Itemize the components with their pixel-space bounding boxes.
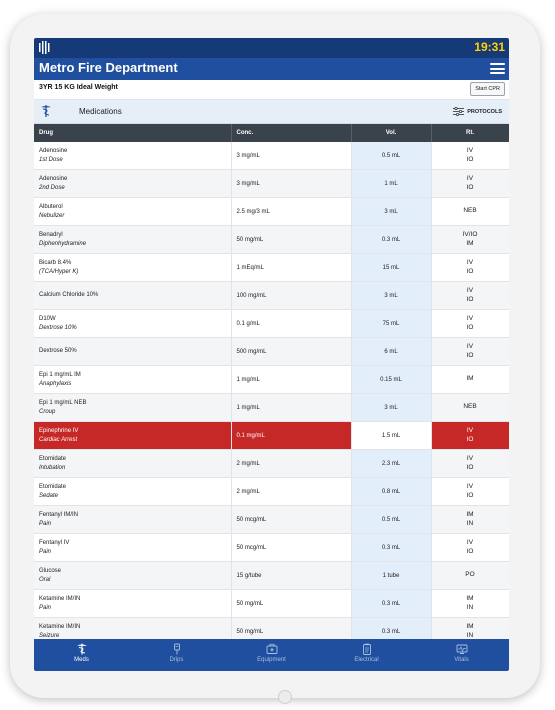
drug-cell: [34, 226, 231, 254]
hamburger-menu-icon[interactable]: [490, 63, 505, 74]
caduceus-icon: [40, 104, 52, 118]
drug-name: Adenosine: [39, 147, 68, 154]
route-cell: [431, 534, 509, 562]
route-primary: PO: [465, 571, 475, 579]
column-header-route: Rt.: [431, 124, 509, 142]
status-bar: [34, 38, 509, 58]
monitor-icon: [456, 643, 468, 655]
route-secondary: IO: [466, 547, 474, 555]
protocols-button[interactable]: [453, 107, 502, 116]
drug-name: Benadryl: [39, 231, 63, 238]
table-row[interactable]: [34, 170, 509, 198]
drug-name: Ketamine IM/IN: [39, 623, 81, 630]
tab-vitals-label: Vitals: [454, 657, 469, 663]
route-primary: NEB: [463, 207, 477, 215]
table-row[interactable]: [34, 254, 509, 282]
drug-indication: 2nd Dose: [39, 184, 65, 191]
route-secondary: IO: [466, 491, 474, 499]
route-secondary: IN: [466, 603, 474, 611]
route-cell: [431, 506, 509, 534]
drug-name: Albuterol: [39, 203, 63, 210]
tab-electrical[interactable]: [319, 639, 414, 671]
column-header-conc: Conc.: [231, 124, 351, 142]
caduceus-icon: [76, 643, 88, 655]
volume-cell: 0.8 mL: [351, 478, 431, 506]
drug-name: Epi 1 mg/mL IM: [39, 371, 81, 378]
concentration-cell: 50 mg/mL: [231, 226, 351, 254]
volume-cell: 1.5 mL: [351, 422, 431, 450]
route-cell: [431, 226, 509, 254]
route-secondary: IN: [466, 519, 474, 527]
route-primary: IV: [466, 315, 474, 322]
route-cell: [431, 422, 509, 450]
drug-indication: Pain: [39, 520, 52, 527]
route-cell: [431, 590, 509, 618]
route-cell: [431, 254, 509, 282]
drug-cell: [34, 478, 231, 506]
drug-indication: Diphenhydramine: [39, 240, 87, 247]
route-secondary: IM: [466, 239, 474, 247]
route-primary: IV: [466, 287, 474, 294]
column-header-vol: Vol.: [351, 124, 431, 142]
route-cell: [431, 282, 509, 310]
tab-electrical-label: Electrical: [354, 657, 379, 663]
route-primary: IM: [466, 595, 474, 602]
volume-cell: 75 mL: [351, 310, 431, 338]
table-row[interactable]: [34, 310, 509, 338]
volume-cell: 1 mL: [351, 170, 431, 198]
drug-cell: [34, 394, 231, 422]
volume-cell: 0.15 mL: [351, 366, 431, 394]
drug-cell: [34, 534, 231, 562]
drug-cell: [34, 366, 231, 394]
route-cell: [431, 366, 509, 394]
table-row[interactable]: [34, 422, 509, 450]
volume-cell: 0.5 mL: [351, 506, 431, 534]
table-row[interactable]: [34, 450, 509, 478]
drug-cell: [34, 422, 231, 450]
tab-equipment[interactable]: [224, 639, 319, 671]
patient-weight-info: 3YR 15 KG Ideal Weight: [39, 84, 118, 91]
route-cell: [431, 338, 509, 366]
route-secondary: IO: [466, 155, 474, 163]
table-row[interactable]: [34, 506, 509, 534]
route-secondary: IO: [466, 351, 474, 359]
drug-name: Adenosine: [39, 175, 68, 182]
concentration-cell: 3 mg/mL: [231, 170, 351, 198]
route-cell: [431, 394, 509, 422]
app-bar: [34, 58, 509, 80]
tab-drips-label: Drips: [169, 657, 184, 663]
drug-name: Epi 1 mg/mL NEB: [39, 399, 87, 406]
drug-cell: [34, 282, 231, 310]
drug-name: Etomidate: [39, 483, 67, 490]
route-primary: IM: [466, 375, 474, 383]
concentration-cell: 50 mg/mL: [231, 618, 351, 646]
route-cell: [431, 310, 509, 338]
bottom-tab-bar: [34, 639, 509, 671]
route-secondary: IO: [466, 295, 474, 303]
route-primary: IV: [466, 455, 474, 462]
drug-indication: Dextrose 10%: [39, 324, 77, 331]
volume-cell: 6 mL: [351, 338, 431, 366]
table-row[interactable]: [34, 142, 509, 170]
table-row[interactable]: [34, 282, 509, 310]
section-title: Medications: [79, 107, 122, 116]
app-logo-icon: [38, 40, 52, 55]
drug-name: Fentanyl IV: [39, 539, 70, 546]
table-row[interactable]: [34, 366, 509, 394]
route-primary: IV: [466, 175, 474, 182]
route-primary: IV/IO: [462, 231, 478, 238]
route-primary: IM: [466, 623, 474, 630]
route-secondary: IO: [466, 183, 474, 191]
clock: 19:31: [474, 40, 505, 54]
drug-cell: [34, 142, 231, 170]
concentration-cell: 2 mg/mL: [231, 478, 351, 506]
route-cell: [431, 450, 509, 478]
tab-vitals[interactable]: [414, 639, 509, 671]
drug-cell: [34, 310, 231, 338]
table-row[interactable]: [34, 338, 509, 366]
concentration-cell: 15 g/tube: [231, 562, 351, 590]
route-primary: IV: [466, 147, 474, 154]
route-secondary: IO: [466, 435, 474, 443]
drug-indication: (TCA/Hyper K): [39, 268, 79, 275]
concentration-cell: 50 mcg/mL: [231, 534, 351, 562]
drug-cell: [34, 590, 231, 618]
tab-meds[interactable]: [34, 639, 129, 671]
sliders-icon: [453, 107, 464, 116]
drug-name: Bicarb 8.4%: [39, 259, 72, 266]
volume-cell: 3 mL: [351, 394, 431, 422]
home-button[interactable]: [278, 690, 292, 704]
table-row[interactable]: [34, 562, 509, 590]
route-cell: [431, 198, 509, 226]
drug-name: Epinephrine IV: [39, 427, 79, 434]
iv-bag-icon: [171, 643, 183, 655]
route-primary: IV: [466, 259, 474, 266]
volume-cell: 1 tube: [351, 562, 431, 590]
table-row[interactable]: [34, 198, 509, 226]
concentration-cell: 100 mg/mL: [231, 282, 351, 310]
route-secondary: IN: [466, 631, 474, 639]
route-secondary: IO: [466, 323, 474, 331]
drug-cell: [34, 450, 231, 478]
app-screen: [34, 38, 509, 671]
drug-name: Glucose: [39, 567, 62, 574]
volume-cell: 0.3 mL: [351, 226, 431, 254]
volume-cell: 3 mL: [351, 198, 431, 226]
route-cell: [431, 562, 509, 590]
table-row[interactable]: [34, 394, 509, 422]
drug-cell: [34, 338, 231, 366]
volume-cell: 0.3 mL: [351, 590, 431, 618]
drug-indication: Intubation: [39, 464, 66, 471]
route-cell: [431, 142, 509, 170]
concentration-cell: 0.1 g/mL: [231, 310, 351, 338]
drug-indication: 1st Dose: [39, 156, 63, 163]
drug-indication: Nebulizer: [39, 212, 65, 219]
concentration-cell: 500 mg/mL: [231, 338, 351, 366]
clipboard-icon: [361, 643, 373, 655]
concentration-cell: 1 mg/mL: [231, 366, 351, 394]
volume-cell: 0.5 mL: [351, 142, 431, 170]
drug-name: Ketamine IM/IN: [39, 595, 81, 602]
drug-indication: Anaphylaxis: [39, 380, 72, 387]
route-secondary: IO: [466, 267, 474, 275]
route-primary: NEB: [463, 403, 477, 411]
volume-cell: 15 mL: [351, 254, 431, 282]
drug-cell: [34, 506, 231, 534]
tab-drips[interactable]: [129, 639, 224, 671]
concentration-cell: 50 mcg/mL: [231, 506, 351, 534]
route-primary: IV: [466, 539, 474, 546]
concentration-cell: 3 mg/mL: [231, 142, 351, 170]
drug-indication: Croup: [39, 408, 56, 415]
volume-cell: 0.3 mL: [351, 534, 431, 562]
drug-name: D10W: [39, 315, 56, 322]
route-cell: [431, 170, 509, 198]
tab-equipment-label: Equipment: [257, 657, 286, 663]
volume-cell: 0.3 mL: [351, 618, 431, 646]
drug-cell: [34, 198, 231, 226]
route-primary: IV: [466, 427, 474, 434]
drug-indication: Cardiac Arrest: [39, 436, 78, 443]
drug-indication: Pain: [39, 548, 52, 555]
concentration-cell: 1 mg/mL: [231, 394, 351, 422]
concentration-cell: 50 mg/mL: [231, 590, 351, 618]
drug-name: Dextrose 50%: [39, 348, 77, 354]
volume-cell: 2.3 mL: [351, 450, 431, 478]
medications-table: [34, 124, 509, 646]
start-cpr-button[interactable]: Start CPR: [470, 82, 505, 96]
drug-cell: [34, 562, 231, 590]
table-row[interactable]: [34, 534, 509, 562]
route-cell: [431, 478, 509, 506]
route-primary: IV: [466, 483, 474, 490]
concentration-cell: 0.1 mg/mL: [231, 422, 351, 450]
tab-meds-label: Meds: [74, 657, 89, 663]
drug-name: Calcium Chloride 10%: [39, 292, 99, 298]
drug-name: Etomidate: [39, 455, 67, 462]
patient-bar: [34, 80, 509, 100]
drug-indication: Seizure: [39, 632, 60, 639]
concentration-cell: 2.5 mg/3 mL: [231, 198, 351, 226]
column-header-drug: Drug: [34, 124, 231, 142]
route-primary: IV: [466, 343, 474, 350]
medications-header: [34, 100, 509, 124]
drug-cell: [34, 254, 231, 282]
protocols-label: PROTOCOLS: [467, 108, 502, 115]
concentration-cell: 1 mEq/mL: [231, 254, 351, 282]
concentration-cell: 2 mg/mL: [231, 450, 351, 478]
drug-indication: Pain: [39, 604, 52, 611]
medical-kit-icon: [266, 643, 278, 655]
table-header-row: [34, 124, 509, 142]
table-row[interactable]: [34, 590, 509, 618]
table-row[interactable]: [34, 226, 509, 254]
route-primary: IM: [466, 511, 474, 518]
drug-name: Fentanyl IM/IN: [39, 511, 79, 518]
drug-indication: Oral: [39, 576, 51, 583]
volume-cell: 3 mL: [351, 282, 431, 310]
table-row[interactable]: [34, 478, 509, 506]
drug-cell: [34, 170, 231, 198]
app-title: Metro Fire Department: [39, 60, 178, 75]
drug-indication: Sedate: [39, 492, 59, 499]
route-secondary: IO: [466, 463, 474, 471]
